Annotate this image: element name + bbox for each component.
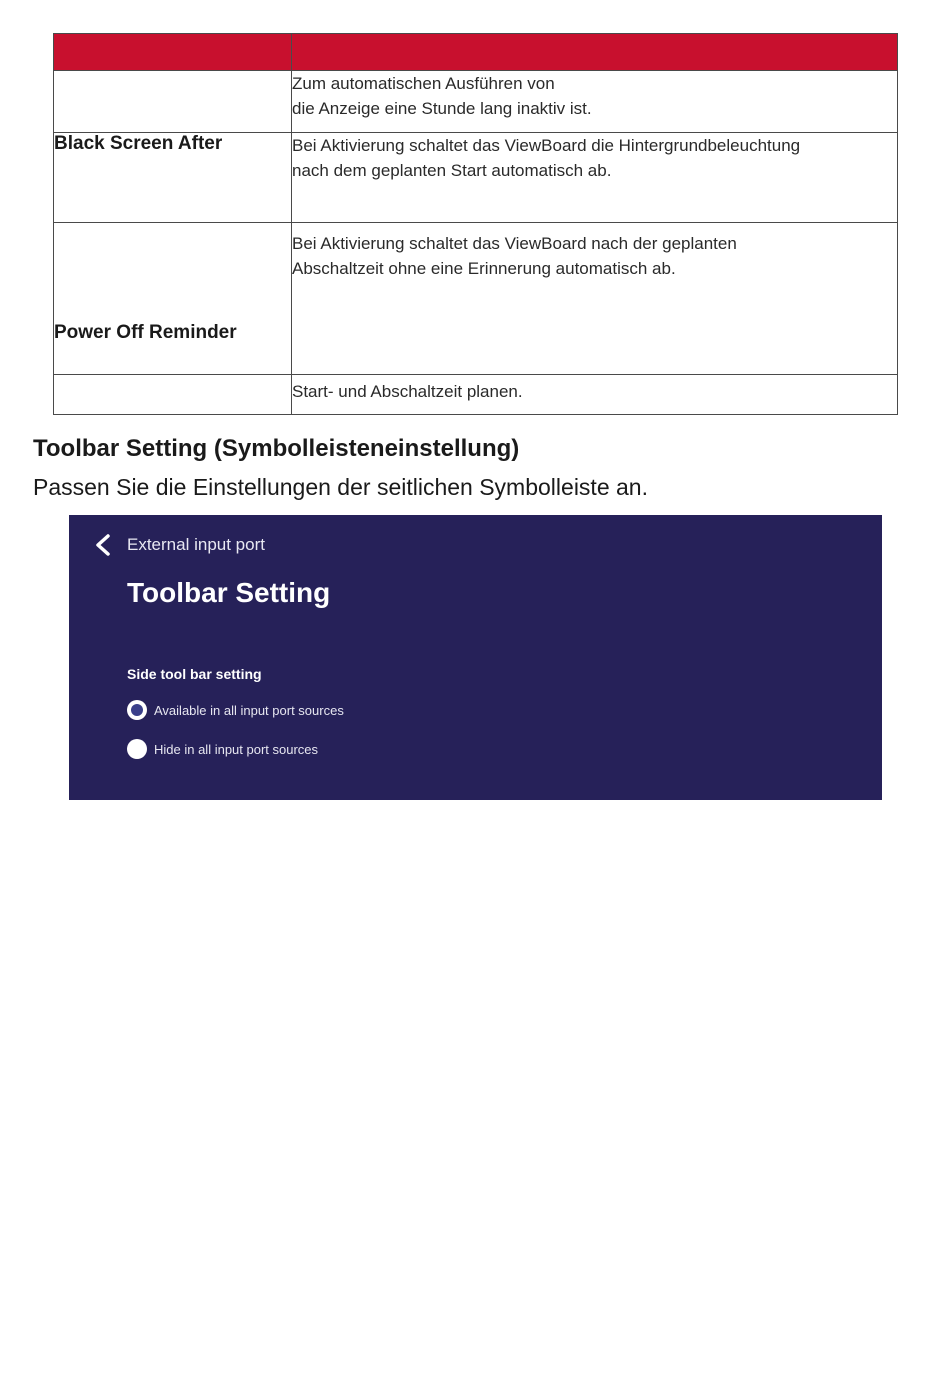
- row-description: [292, 375, 898, 415]
- chevron-left-icon: [94, 534, 112, 556]
- radio-unchecked-icon[interactable]: [127, 739, 147, 759]
- table-header-row: [54, 34, 898, 71]
- row-description: [292, 71, 898, 133]
- description-line: Bei Aktivierung schaltet das ViewBoard die Hintergrundbeleuchtung: [292, 136, 801, 155]
- radio-option-label: Available in all input port sources: [154, 702, 344, 718]
- section-intro: Passen Sie die Einstellungen der seitlichen Symbolleiste an.: [33, 474, 648, 500]
- radio-option-available[interactable]: [127, 700, 344, 720]
- row-description: [292, 133, 898, 223]
- radio-checked-icon[interactable]: [127, 700, 147, 720]
- section-title: Toolbar Setting (Symbolleisteneinstellung): [33, 435, 520, 462]
- table-header-cell-1: [54, 34, 292, 71]
- row-label-black-screen-after: Black Screen After: [54, 133, 292, 223]
- radio-option-hide[interactable]: [127, 739, 318, 759]
- radio-option-label: Hide in all input port sources: [154, 741, 319, 757]
- row-label-power-off-reminder: Power Off Reminder: [54, 223, 292, 375]
- description-line: Abschaltzeit ohne eine Erinnerung automatisch ab.: [292, 259, 676, 278]
- description-line: Start- und Abschaltzeit planen.: [292, 382, 523, 401]
- settings-table: [53, 33, 898, 415]
- row-label: [54, 71, 292, 133]
- side-toolbar-group-label: Side tool bar setting: [127, 666, 262, 682]
- row-description: [292, 223, 898, 375]
- table-row: [54, 133, 898, 223]
- table-header-cell-2: [292, 34, 898, 71]
- table-row: [54, 375, 898, 415]
- breadcrumb[interactable]: External input port: [127, 535, 265, 554]
- description-line: Bei Aktivierung schaltet das ViewBoard nach der geplanten: [292, 234, 737, 253]
- back-button[interactable]: [91, 533, 115, 557]
- description-line: nach dem geplanten Start automatisch ab.: [292, 161, 612, 180]
- page-title: Toolbar Setting: [127, 577, 331, 608]
- table-row: [54, 71, 898, 133]
- description-line: Zum automatischen Ausführen von: [292, 74, 555, 93]
- description-line: die Anzeige eine Stunde lang inaktiv ist.: [292, 99, 592, 118]
- table-row: [54, 223, 898, 375]
- toolbar-setting-screen: [69, 515, 882, 800]
- row-label: [54, 375, 292, 415]
